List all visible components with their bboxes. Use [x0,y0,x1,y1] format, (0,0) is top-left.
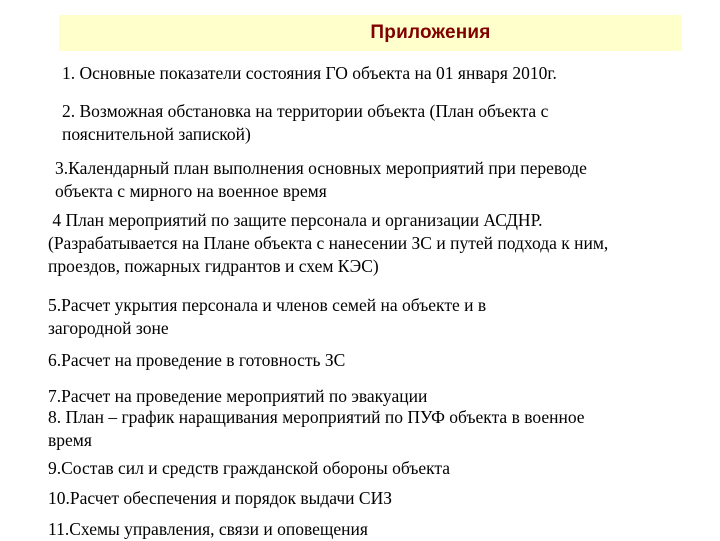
list-item-4 [48,209,608,278]
list-item-10 [48,487,392,510]
list-item-11 [48,518,368,541]
page-title: Приложения [370,22,491,43]
list-item-line: 3.Календарный план выполнения основных мероприятий при переводе [55,158,587,178]
list-item-line: пояснительной запиской) [62,124,251,144]
list-item-8 [48,406,585,452]
list-item-line: 4 План мероприятий по защите персонала и организации АСДНР. [48,210,543,230]
list-item-line: загородной зоне [48,318,169,338]
list-item-7 [48,385,427,408]
list-item-3 [55,157,587,203]
list-item-line: 8. План – график наращивания мероприятий по ПУФ объекта в военное [48,407,585,427]
list-item-line: объекта с мирного на военное время [55,181,327,201]
list-item-line: 6.Расчет на проведение в готовность ЗС [48,350,346,370]
list-item-6 [48,349,345,372]
list-item-line: 5.Расчет укрытия персонала и членов семей на объекте и в [48,295,487,315]
list-item-line: 7.Расчет на проведение мероприятий по эвакуации [48,386,428,406]
list-item-5 [48,294,486,340]
list-item-line: проездов, пожарных гидрантов и схем КЭС) [48,256,379,276]
list-item-line: время [48,430,92,450]
list-item-9 [48,457,450,480]
list-item-line: 1. Основные показатели состояния ГО объекта на 01 января 2010г. [62,63,557,83]
list-item-line: 2. Возможная обстановка на территории объекта (План объекта с [62,101,549,121]
list-item-line: (Разрабатывается на Плане объекта с нанесении ЗС и путей подхода к ним, [48,233,609,253]
title-banner [59,15,682,51]
list-item-1 [62,62,557,85]
list-item-line: 10.Расчет обеспечения и порядок выдачи СИЗ [48,488,392,508]
list-item-2 [62,100,548,146]
list-item-line: 11.Схемы управления, связи и оповещения [48,519,368,539]
list-item-line: 9.Состав сил и средств гражданской обороны объекта [48,458,451,478]
